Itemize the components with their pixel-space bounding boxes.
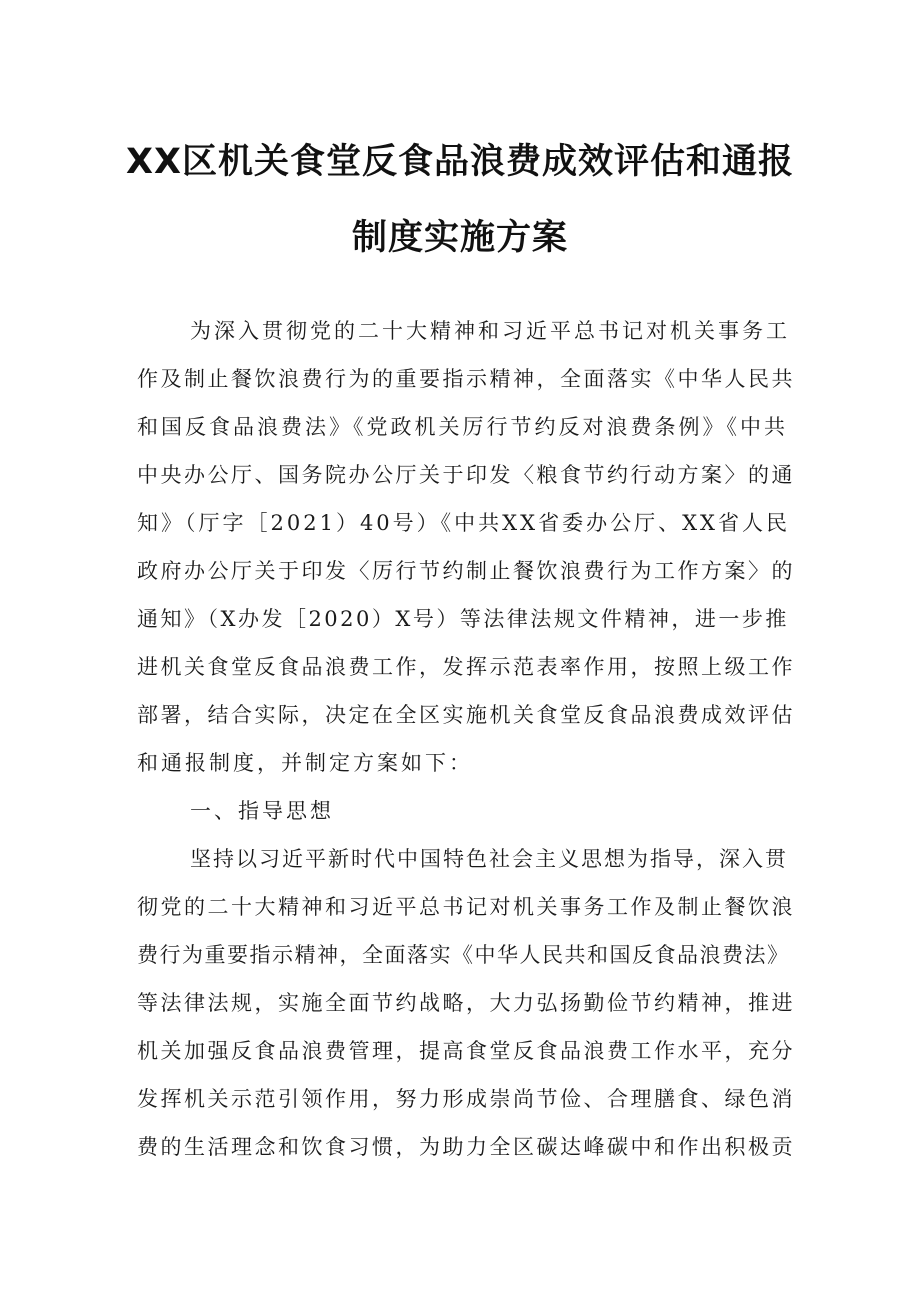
paragraph-line: 知》（厅字［2021）40号）《中共XX省委办公厅、XX省人民 <box>137 511 790 535</box>
paragraph-line: 坚持以习近平新时代中国特色社会主义思想为指导，深入贯 <box>190 847 788 871</box>
paragraph-line: 和通报制度，并制定方案如下： <box>137 751 473 775</box>
paragraph-line: 政府办公厅关于印发〈厉行节约制止餐饮浪费行为工作方案〉的 <box>137 559 795 583</box>
paragraph-line: 费行为重要指示精神，全面落实《中华人民共和国反食品浪费法》 <box>137 943 790 967</box>
paragraph-line: 进机关食堂反食品浪费工作，发挥示范表率作用，按照上级工作 <box>137 655 795 679</box>
paragraph-line: 通知》（X办发［2020）X号）等法律法规文件精神，进一步推 <box>137 607 789 631</box>
section-heading: 一、指导思想 <box>190 799 334 823</box>
paragraph-line: 和国反食品浪费法》《党政机关厉行节约反对浪费条例》《中共 <box>137 415 788 439</box>
paragraph-line: 部署，结合实际，决定在全区实施机关食堂反食品浪费成效评估 <box>137 703 795 727</box>
document-title-line-2: 制度实施方案 <box>351 218 568 258</box>
paragraph-line: 等法律法规，实施全面节约战略，大力弘扬勤俭节约精神，推进 <box>137 991 795 1015</box>
document-title-line-1: XX区机关食堂反食品浪费成效评估和通报 <box>126 142 794 182</box>
paragraph-line: 机关加强反食品浪费管理，提高食堂反食品浪费工作水平，充分 <box>137 1039 795 1063</box>
paragraph-line: 为深入贯彻党的二十大精神和习近平总书记对机关事务工 <box>190 319 790 343</box>
paragraph-line: 发挥机关示范引领作用，努力形成崇尚节俭、合理膳食、绿色消 <box>137 1087 795 1111</box>
paragraph-line: 彻党的二十大精神和习近平总书记对机关事务工作及制止餐饮浪 <box>137 895 795 919</box>
paragraph-line: 中央办公厅、国务院办公厅关于印发〈粮食节约行动方案〉的通 <box>137 463 795 487</box>
paragraph-line: 费的生活理念和饮食习惯，为助力全区碳达峰碳中和作出积极贡 <box>137 1135 795 1159</box>
paragraph-line: 作及制止餐饮浪费行为的重要指示精神，全面落实《中华人民共 <box>137 367 795 391</box>
